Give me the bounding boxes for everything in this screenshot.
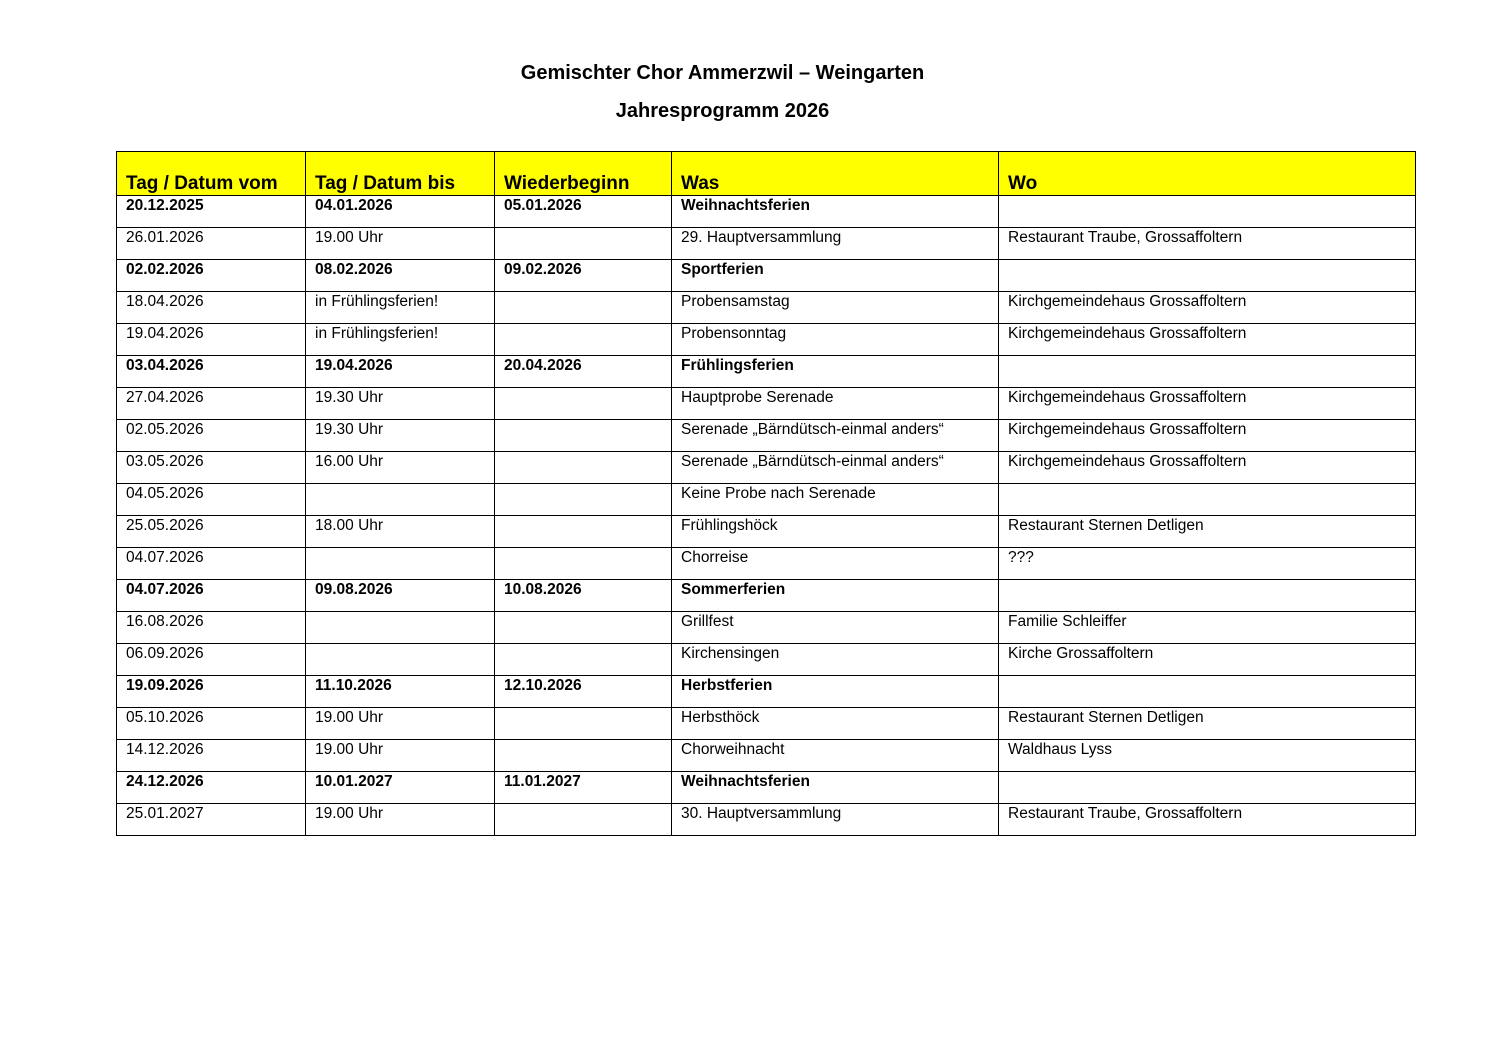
cell-where: ???: [999, 548, 1416, 580]
event-row: [117, 708, 1416, 740]
cell-restart: 10.08.2026: [495, 580, 672, 612]
cell-what: Chorweihnacht: [672, 740, 999, 772]
column-header-to-date: Tag / Datum bis: [306, 152, 495, 196]
cell-where: [999, 196, 1416, 228]
cell-to-date: 04.01.2026: [306, 196, 495, 228]
cell-from-date: 02.05.2026: [117, 420, 306, 452]
cell-restart: 11.01.2027: [495, 772, 672, 804]
cell-where: Kirchgemeindehaus Grossaffoltern: [999, 292, 1416, 324]
cell-where: Kirchgemeindehaus Grossaffoltern: [999, 324, 1416, 356]
cell-restart: 12.10.2026: [495, 676, 672, 708]
cell-what: Frühlingshöck: [672, 516, 999, 548]
column-header-what: Was: [672, 152, 999, 196]
column-header-where: Wo: [999, 152, 1416, 196]
cell-where: Restaurant Traube, Grossaffoltern: [999, 804, 1416, 836]
cell-from-date: 20.12.2025: [117, 196, 306, 228]
cell-to-date: 19.00 Uhr: [306, 804, 495, 836]
cell-restart: [495, 516, 672, 548]
document-title: Gemischter Chor Ammerzwil – Weingarten: [520, 62, 925, 84]
cell-to-date: 19.30 Uhr: [306, 420, 495, 452]
cell-what: Sportferien: [672, 260, 999, 292]
cell-to-date: [306, 644, 495, 676]
event-row: [117, 484, 1416, 516]
cell-where: Kirchgemeindehaus Grossaffoltern: [999, 452, 1416, 484]
cell-where: Familie Schleiffer: [999, 612, 1416, 644]
cell-from-date: 26.01.2026: [117, 228, 306, 260]
cell-to-date: 19.30 Uhr: [306, 388, 495, 420]
cell-restart: [495, 388, 672, 420]
cell-from-date: 03.04.2026: [117, 356, 306, 388]
holiday-row: [117, 260, 1416, 292]
cell-restart: [495, 548, 672, 580]
cell-where: Waldhaus Lyss: [999, 740, 1416, 772]
cell-what: Frühlingsferien: [672, 356, 999, 388]
cell-where: Restaurant Sternen Detligen: [999, 708, 1416, 740]
cell-from-date: 05.10.2026: [117, 708, 306, 740]
holiday-row: [117, 580, 1416, 612]
cell-to-date: [306, 612, 495, 644]
document-subtitle: Jahresprogramm 2026: [615, 100, 830, 122]
cell-to-date: 10.01.2027: [306, 772, 495, 804]
cell-what: Grillfest: [672, 612, 999, 644]
cell-what: Chorreise: [672, 548, 999, 580]
cell-what: Sommerferien: [672, 580, 999, 612]
cell-restart: 09.02.2026: [495, 260, 672, 292]
event-row: [117, 740, 1416, 772]
cell-what: Kirchensingen: [672, 644, 999, 676]
cell-restart: [495, 452, 672, 484]
cell-where: Kirche Grossaffoltern: [999, 644, 1416, 676]
cell-restart: [495, 740, 672, 772]
cell-where: [999, 676, 1416, 708]
program-table: [116, 151, 1416, 836]
cell-from-date: 16.08.2026: [117, 612, 306, 644]
event-row: [117, 388, 1416, 420]
cell-to-date: 16.00 Uhr: [306, 452, 495, 484]
cell-where: Kirchgemeindehaus Grossaffoltern: [999, 388, 1416, 420]
cell-to-date: 19.00 Uhr: [306, 740, 495, 772]
cell-where: [999, 356, 1416, 388]
column-header-restart: Wiederbeginn: [495, 152, 672, 196]
cell-what: Keine Probe nach Serenade: [672, 484, 999, 516]
cell-what: Probensonntag: [672, 324, 999, 356]
event-row: [117, 324, 1416, 356]
cell-from-date: 25.05.2026: [117, 516, 306, 548]
cell-what: Serenade „Bärndütsch-einmal anders“: [672, 452, 999, 484]
cell-from-date: 02.02.2026: [117, 260, 306, 292]
cell-restart: [495, 612, 672, 644]
cell-where: Restaurant Sternen Detligen: [999, 516, 1416, 548]
table-body: [117, 196, 1416, 836]
cell-to-date: 11.10.2026: [306, 676, 495, 708]
event-row: [117, 292, 1416, 324]
cell-restart: 05.01.2026: [495, 196, 672, 228]
cell-restart: [495, 804, 672, 836]
table-header-row: [117, 152, 1416, 196]
event-row: [117, 548, 1416, 580]
column-header-from-date: Tag / Datum vom: [117, 152, 306, 196]
event-row: [117, 612, 1416, 644]
cell-where: Kirchgemeindehaus Grossaffoltern: [999, 420, 1416, 452]
cell-to-date: 19.00 Uhr: [306, 228, 495, 260]
event-row: [117, 804, 1416, 836]
cell-what: Weihnachtsferien: [672, 196, 999, 228]
cell-from-date: 04.07.2026: [117, 548, 306, 580]
cell-to-date: [306, 484, 495, 516]
cell-from-date: 04.07.2026: [117, 580, 306, 612]
holiday-row: [117, 356, 1416, 388]
cell-from-date: 25.01.2027: [117, 804, 306, 836]
cell-what: Serenade „Bärndütsch-einmal anders“: [672, 420, 999, 452]
cell-restart: [495, 420, 672, 452]
cell-restart: [495, 644, 672, 676]
holiday-row: [117, 772, 1416, 804]
cell-what: Probensamstag: [672, 292, 999, 324]
cell-to-date: 09.08.2026: [306, 580, 495, 612]
cell-restart: [495, 484, 672, 516]
cell-where: [999, 580, 1416, 612]
cell-to-date: in Frühlingsferien!: [306, 292, 495, 324]
cell-from-date: 24.12.2026: [117, 772, 306, 804]
cell-restart: [495, 324, 672, 356]
cell-what: 29. Hauptversammlung: [672, 228, 999, 260]
cell-what: Herbstferien: [672, 676, 999, 708]
holiday-row: [117, 676, 1416, 708]
cell-to-date: in Frühlingsferien!: [306, 324, 495, 356]
cell-restart: [495, 708, 672, 740]
cell-where: [999, 260, 1416, 292]
cell-what: Hauptprobe Serenade: [672, 388, 999, 420]
holiday-row: [117, 196, 1416, 228]
event-row: [117, 420, 1416, 452]
cell-from-date: 18.04.2026: [117, 292, 306, 324]
cell-from-date: 19.04.2026: [117, 324, 306, 356]
cell-from-date: 04.05.2026: [117, 484, 306, 516]
cell-restart: [495, 292, 672, 324]
cell-where: [999, 772, 1416, 804]
event-row: [117, 228, 1416, 260]
cell-where: Restaurant Traube, Grossaffoltern: [999, 228, 1416, 260]
cell-to-date: [306, 548, 495, 580]
cell-to-date: 19.00 Uhr: [306, 708, 495, 740]
cell-what: Weihnachtsferien: [672, 772, 999, 804]
cell-what: 30. Hauptversammlung: [672, 804, 999, 836]
cell-where: [999, 484, 1416, 516]
cell-to-date: 08.02.2026: [306, 260, 495, 292]
event-row: [117, 516, 1416, 548]
cell-from-date: 19.09.2026: [117, 676, 306, 708]
cell-to-date: 18.00 Uhr: [306, 516, 495, 548]
event-row: [117, 452, 1416, 484]
cell-from-date: 27.04.2026: [117, 388, 306, 420]
cell-to-date: 19.04.2026: [306, 356, 495, 388]
cell-from-date: 03.05.2026: [117, 452, 306, 484]
cell-restart: [495, 228, 672, 260]
cell-from-date: 06.09.2026: [117, 644, 306, 676]
cell-restart: 20.04.2026: [495, 356, 672, 388]
cell-what: Herbsthöck: [672, 708, 999, 740]
cell-from-date: 14.12.2026: [117, 740, 306, 772]
event-row: [117, 644, 1416, 676]
